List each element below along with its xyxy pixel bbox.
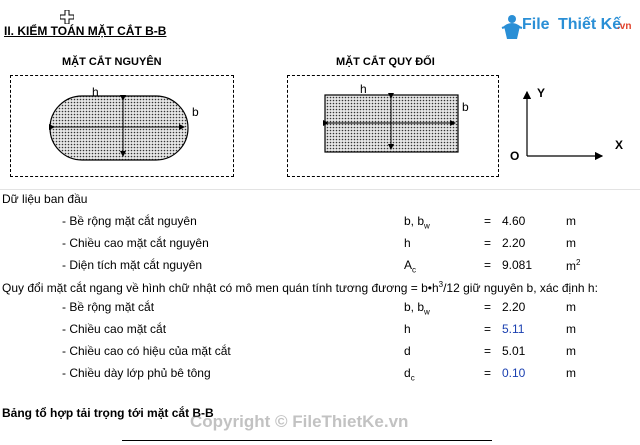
original-section-drawing [40, 80, 210, 172]
row-equals: = [484, 258, 492, 272]
row-unit: m [566, 236, 576, 250]
data-row [0, 298, 640, 318]
row-unit: m [566, 344, 576, 358]
original-label-b: b [192, 105, 199, 119]
data-row [0, 320, 640, 340]
row-label: - Bề rộng mặt cắt [62, 300, 155, 314]
row-unit: $m^2$ [566, 258, 581, 273]
original-label-h: h [92, 85, 99, 99]
logo-text-suffix: .vn [617, 21, 632, 32]
caption-equivalent-section: MẶT CẮT QUY ĐỔI [336, 56, 435, 68]
logo-text-thietke: Thiết Kế [558, 16, 622, 33]
row-label: - Bề rộng mặt cắt nguyên [62, 214, 197, 228]
row-value: 0.10 [502, 366, 526, 380]
row-symbol: b, $b_w$ [404, 214, 430, 231]
row-value: 4.60 [502, 214, 526, 228]
load-table-heading: Bảng tổ hợp tải trọng tới mặt cắt B-B [2, 406, 214, 420]
row-value: 2.20 [502, 300, 526, 314]
data-row [0, 256, 640, 276]
filethietke-logo [500, 12, 635, 42]
data-row [0, 212, 640, 232]
row-equals: = [484, 322, 492, 336]
axis-origin-label: O [510, 149, 520, 163]
row-value: 9.081 [502, 258, 533, 272]
row-equals: = [484, 300, 492, 314]
row-value: 5.01 [502, 344, 526, 358]
row-symbol: $d_c$ [404, 366, 415, 383]
row-symbol: h [404, 236, 411, 250]
crosshair-cursor-icon [60, 10, 74, 24]
row-symbol: $A_c$ [404, 258, 417, 275]
data-row [0, 364, 640, 384]
initial-data-heading: Dữ liệu ban đầu [2, 192, 88, 206]
row-unit: m [566, 366, 576, 380]
row-equals: = [484, 366, 492, 380]
copyright-watermark: Copyright © FileThietKe.vn [190, 412, 409, 431]
row-symbol: h [404, 322, 411, 336]
data-row [0, 342, 640, 362]
row-unit: m [566, 322, 576, 336]
row-equals: = [484, 214, 492, 228]
section-title: II. KIỂM TOÁN MẶT CẮT B-B [4, 24, 167, 38]
axis-x-label: X [615, 138, 624, 152]
table-top-border [122, 440, 492, 441]
equivalent-label-h: h [360, 82, 367, 96]
row-unit: m [566, 214, 576, 228]
caption-original-section: MẶT CẮT NGUYÊN [62, 56, 162, 68]
row-equals: = [484, 344, 492, 358]
equivalent-label-b: b [462, 100, 469, 114]
row-unit: m [566, 300, 576, 314]
axes-diagram [510, 82, 615, 162]
row-label: - Chiều cao mặt cắt [62, 322, 167, 336]
logo-text-file: File [522, 16, 550, 33]
row-symbol: d [404, 344, 411, 358]
logo-figure-icon [500, 14, 524, 40]
row-label: - Chiều cao mặt cắt nguyên [62, 236, 209, 250]
axis-y-label: Y [537, 86, 546, 100]
row-label: - Chiều dày lớp phủ bê tông [62, 366, 211, 380]
row-value: 2.20 [502, 236, 526, 250]
row-label: - Diện tích mặt cắt nguyên [62, 258, 203, 272]
row-symbol: b, $b_w$ [404, 300, 430, 317]
row-label: - Chiều cao có hiệu của mặt cắt [62, 344, 231, 358]
conversion-note: Quy đổi mặt cắt ngang về hình chữ nhật có mô men quán tính tương đương = $b•h^3/12$ giữ nguyên b, xác định h: [2, 280, 598, 295]
row-value: 5.11 [502, 322, 525, 336]
data-row [0, 234, 640, 254]
row-equals: = [484, 236, 492, 250]
equivalent-section-drawing [320, 90, 465, 160]
